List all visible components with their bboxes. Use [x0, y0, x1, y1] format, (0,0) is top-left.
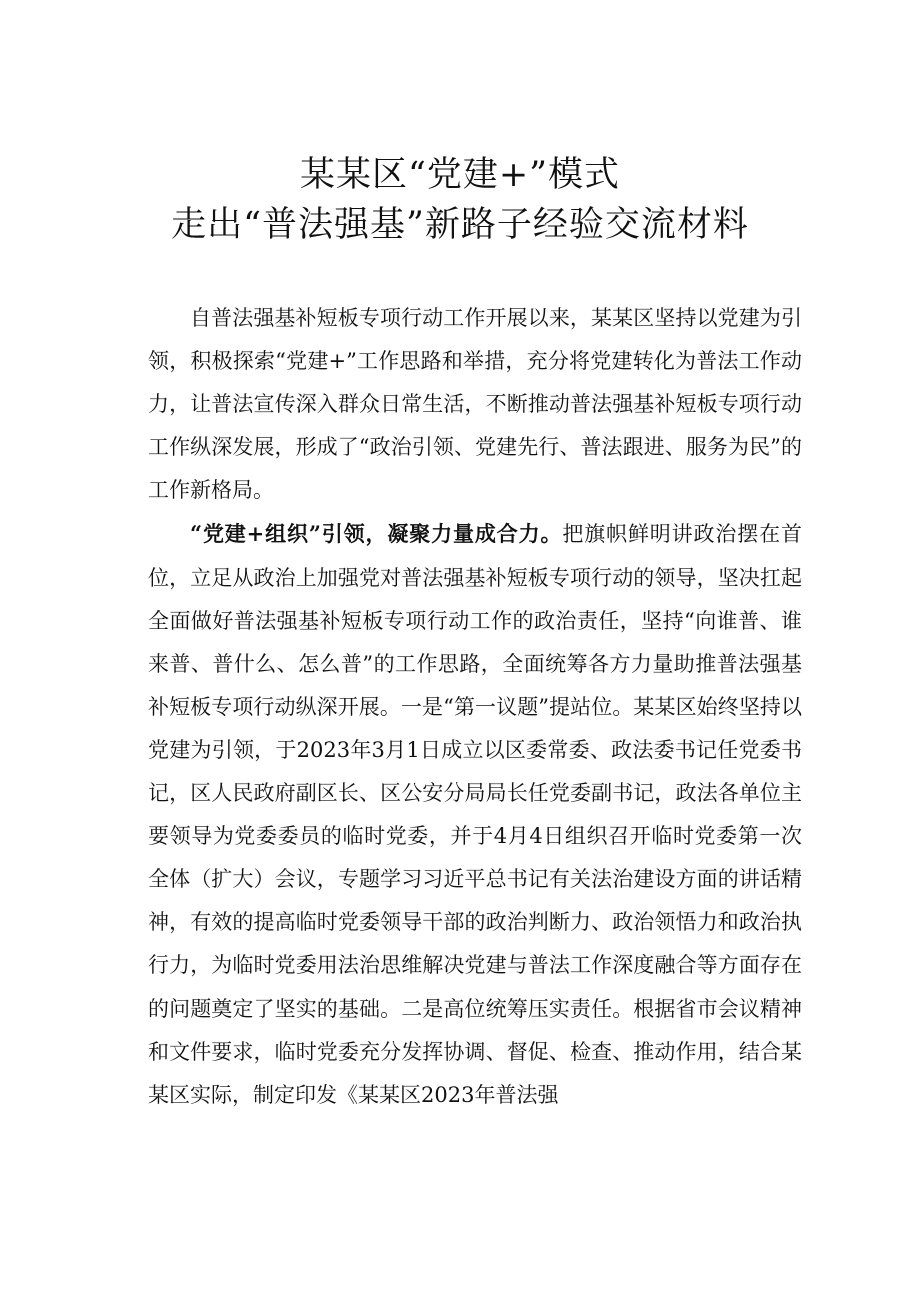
paragraph-intro [148, 297, 802, 512]
paragraph-party-organization [148, 512, 802, 1116]
title-line-2: 走出“普法强基”新路子经验交流材料 [171, 205, 749, 245]
document-title [0, 150, 920, 250]
document-body [148, 297, 802, 1117]
title-line-1: 某某区“党建+”模式 [299, 155, 621, 195]
paragraph-party-organization-text: 把旗帜鲜明讲政治摆在首位，立足从政治上加强党对普法强基补短板专项行动的领导，坚决扛起全面做好普法强基补短板专项行动工作的政治责任，坚持“向谁普、谁来普、普什么、怎么普”的工作思路，全面统筹各方力量助推普法强基补短板专项行动纵深开展。一是“第一议题”提站位。某某区始终坚持以党建为引领，于2023年3月1日成立以区委常委、政法委书记任党委书记，区人民政府副区长、区公安分局局长任党委副书记，政法各单位主要领导为党委委员的临时党委，并于4月4日组织召开临时党委第一次全体（扩大）会议，专题学习习近平总书记有关法治建设方面的讲话精神，有效的提高临时党委领导干部的政治判断力、政治领悟力和政治执行力，为临时党委用法治思维解决党建与普法工作深度融合等方面存在的问题奠定了坚实的基础。二是高位统筹压实责任。根据省市会议精神和文件要求，临时党委充分发挥协调、督促、检查、推动作用，结合某某区实际，制定印发《某某区2023年普法强 [148, 522, 802, 1107]
paragraph-heading: “党建+组织”引领，凝聚力量成合力。 [190, 521, 563, 547]
paragraph-intro-text: 自普法强基补短板专项行动工作开展以来，某某区坚持以党建为引领，积极探索“党建+”工作思路和举措，充分将党建转化为普法工作动力，让普法宣传深入群众日常生活，不断推动普法强基补短板专项行动工作纵深发展，形成了“政治引领、党建先行、普法跟进、服务为民”的工作新格局。 [148, 306, 802, 503]
